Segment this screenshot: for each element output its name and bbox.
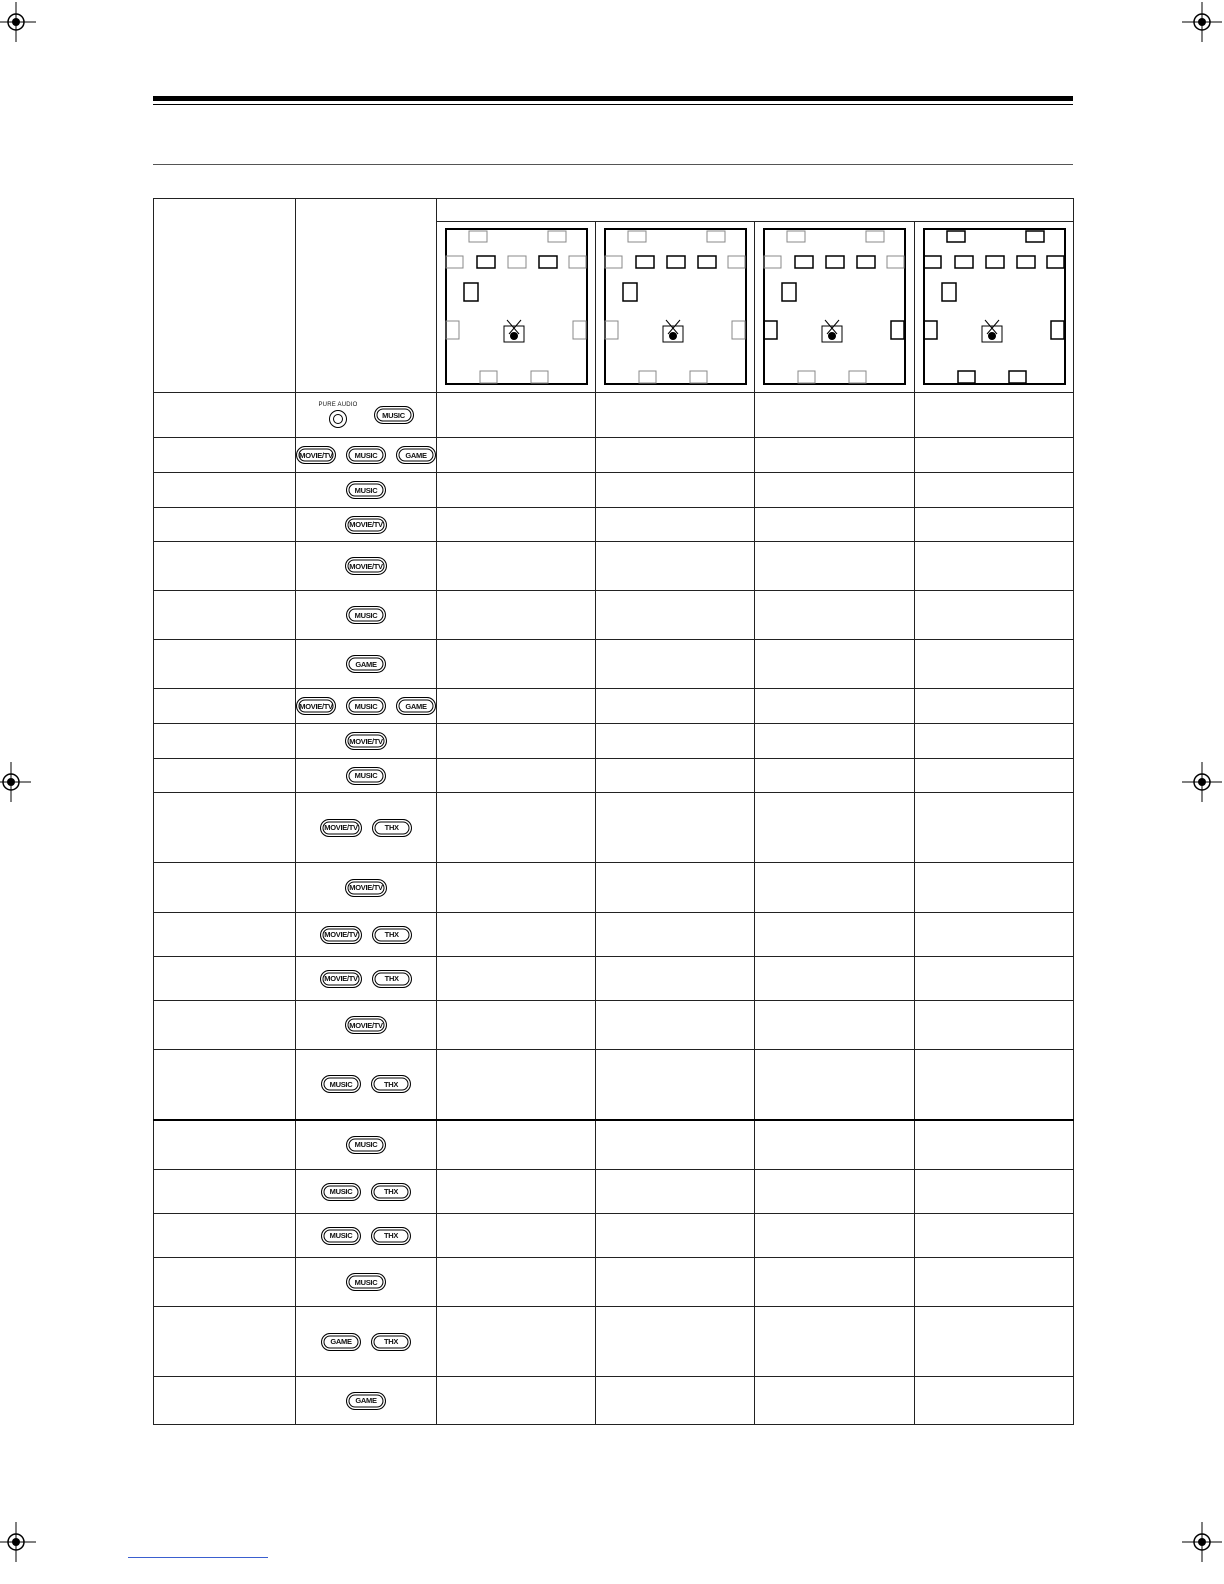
layout-value-cell	[437, 957, 596, 1001]
layout-value-cell	[596, 1120, 755, 1170]
section-rule	[153, 164, 1073, 165]
table-row	[154, 913, 1074, 957]
speaker-layout-diagram-3	[763, 228, 906, 386]
mode-name-cell	[154, 1120, 296, 1170]
layout-value-cell	[755, 724, 915, 759]
speaker-layout-cell	[915, 222, 1074, 393]
button-cell	[296, 1258, 437, 1307]
music-button[interactable]: MUSIC	[321, 1227, 361, 1245]
layout-value-cell	[915, 1001, 1074, 1050]
button-cell	[296, 438, 437, 473]
mode-name-cell	[154, 1050, 296, 1120]
layout-value-cell	[915, 759, 1074, 793]
layout-value-cell	[915, 591, 1074, 640]
table-row	[154, 759, 1074, 793]
layout-value-cell	[596, 1258, 755, 1307]
layout-value-cell	[437, 1050, 596, 1120]
button-cell	[296, 1214, 437, 1258]
button-cell	[296, 1001, 437, 1050]
registration-mark-icon	[0, 762, 31, 802]
pure-audio-button[interactable]	[318, 402, 357, 428]
registration-mark-icon	[1182, 762, 1222, 802]
button-group	[296, 446, 436, 464]
listening-mode-table	[153, 198, 1074, 1425]
pure-audio-label: PURE AUDIO	[318, 402, 358, 408]
button-cell	[296, 759, 437, 793]
layout-value-cell	[915, 1258, 1074, 1307]
thx-button[interactable]: THX	[372, 819, 412, 837]
layout-value-cell	[596, 759, 755, 793]
layout-value-cell	[915, 640, 1074, 689]
music-button[interactable]: MUSIC	[346, 767, 386, 785]
music-button[interactable]: MUSIC	[346, 481, 386, 499]
button-group	[296, 767, 436, 785]
button-cell	[296, 689, 437, 724]
layout-value-cell	[755, 759, 915, 793]
thx-button[interactable]: THX	[371, 1183, 411, 1201]
button-cell	[296, 591, 437, 640]
speaker-layout-diagram-4	[923, 228, 1066, 386]
speaker-layout-cell	[596, 222, 755, 393]
music-button[interactable]: MUSIC	[321, 1075, 361, 1093]
layout-value-cell	[755, 393, 915, 438]
layout-value-cell	[596, 393, 755, 438]
mode-name-cell	[154, 689, 296, 724]
button-cell	[296, 793, 437, 863]
movie-tv-button[interactable]: MOVIE/TV	[345, 1016, 386, 1034]
layout-value-cell	[596, 724, 755, 759]
layout-value-cell	[437, 759, 596, 793]
table-row	[154, 591, 1074, 640]
button-group	[296, 1016, 436, 1034]
layout-value-cell	[437, 913, 596, 957]
mode-name-cell	[154, 473, 296, 508]
button-group	[296, 926, 436, 944]
table-row	[154, 1214, 1074, 1258]
speaker-layout-diagram-2	[604, 228, 747, 386]
mode-name-cell	[154, 438, 296, 473]
footer-line	[128, 1557, 268, 1558]
layout-value-cell	[596, 1050, 755, 1120]
layout-value-cell	[437, 542, 596, 591]
layout-value-cell	[437, 393, 596, 438]
table-row	[154, 640, 1074, 689]
mode-name-cell	[154, 1001, 296, 1050]
registration-mark-icon	[0, 1522, 36, 1562]
layout-value-cell	[915, 473, 1074, 508]
mode-name-cell	[154, 913, 296, 957]
mode-name-cell	[154, 724, 296, 759]
layout-value-cell	[437, 473, 596, 508]
table-row	[154, 1050, 1074, 1120]
mode-name-cell	[154, 1170, 296, 1214]
registration-mark-icon	[1182, 2, 1222, 42]
button-group	[296, 481, 436, 499]
button-group	[296, 819, 436, 837]
button-cell	[296, 913, 437, 957]
mode-name-cell	[154, 1377, 296, 1425]
mode-name-cell	[154, 1258, 296, 1307]
thx-button[interactable]: THX	[371, 1075, 411, 1093]
button-group	[296, 1227, 436, 1245]
registration-mark-icon	[0, 2, 36, 42]
layout-value-cell	[596, 1307, 755, 1377]
layout-value-cell	[915, 724, 1074, 759]
button-group	[296, 402, 436, 428]
layout-value-cell	[437, 1214, 596, 1258]
registration-mark-icon	[1182, 1522, 1222, 1562]
game-button[interactable]: GAME	[396, 697, 436, 715]
table-row	[154, 1120, 1074, 1170]
thx-button[interactable]: THX	[371, 1333, 411, 1351]
layout-value-cell	[596, 913, 755, 957]
layout-value-cell	[437, 689, 596, 724]
button-cell	[296, 473, 437, 508]
layout-value-cell	[596, 1001, 755, 1050]
layout-value-cell	[755, 591, 915, 640]
layout-value-cell	[437, 1001, 596, 1050]
layout-value-cell	[915, 508, 1074, 542]
button-group	[296, 1333, 436, 1351]
speaker-layout-header-cell	[437, 199, 1074, 222]
layout-value-cell	[755, 793, 915, 863]
button-cell	[296, 957, 437, 1001]
button-cell	[296, 640, 437, 689]
mode-name-cell	[154, 393, 296, 438]
header-rule-thick	[153, 96, 1073, 101]
header-rule-thin	[153, 104, 1073, 105]
layout-value-cell	[596, 957, 755, 1001]
layout-value-cell	[755, 1307, 915, 1377]
layout-value-cell	[755, 1377, 915, 1425]
layout-value-cell	[437, 1120, 596, 1170]
movie-tv-button[interactable]: MOVIE/TV	[345, 732, 386, 750]
layout-value-cell	[755, 1170, 915, 1214]
button-group	[296, 516, 436, 534]
button-cell	[296, 542, 437, 591]
mode-header-cell	[154, 199, 296, 393]
pure-audio-knob-icon	[329, 410, 347, 428]
button-group	[296, 655, 436, 673]
layout-value-cell	[437, 508, 596, 542]
table-row	[154, 1170, 1074, 1214]
layout-value-cell	[437, 640, 596, 689]
layout-value-cell	[596, 438, 755, 473]
game-button[interactable]: GAME	[346, 655, 386, 673]
layout-value-cell	[755, 689, 915, 724]
layout-value-cell	[755, 640, 915, 689]
table-row	[154, 724, 1074, 759]
button-cell	[296, 508, 437, 542]
layout-value-cell	[596, 689, 755, 724]
layout-value-cell	[755, 508, 915, 542]
movie-tv-button[interactable]: MOVIE/TV	[320, 926, 361, 944]
table-row	[154, 957, 1074, 1001]
table-row	[154, 473, 1074, 508]
table-row	[154, 508, 1074, 542]
mode-name-cell	[154, 591, 296, 640]
layout-value-cell	[596, 542, 755, 591]
button-header-cell	[296, 199, 437, 393]
mode-name-cell	[154, 508, 296, 542]
thx-button[interactable]: THX	[371, 1227, 411, 1245]
layout-value-cell	[755, 1001, 915, 1050]
layout-value-cell	[596, 1377, 755, 1425]
music-button[interactable]: MUSIC	[346, 446, 386, 464]
table-row	[154, 863, 1074, 913]
layout-value-cell	[915, 1307, 1074, 1377]
layout-value-cell	[915, 957, 1074, 1001]
button-cell	[296, 863, 437, 913]
layout-value-cell	[437, 591, 596, 640]
music-button[interactable]: MUSIC	[346, 606, 386, 624]
movie-tv-button[interactable]: MOVIE/TV	[345, 879, 386, 897]
mode-name-cell	[154, 640, 296, 689]
movie-tv-button[interactable]: MOVIE/TV	[345, 557, 386, 575]
layout-value-cell	[915, 1377, 1074, 1425]
layout-value-cell	[755, 1258, 915, 1307]
layout-value-cell	[596, 1170, 755, 1214]
speaker-layout-cell	[755, 222, 915, 393]
button-group	[296, 1075, 436, 1093]
layout-value-cell	[596, 473, 755, 508]
layout-value-cell	[755, 542, 915, 591]
button-group	[296, 732, 436, 750]
game-button[interactable]: GAME	[321, 1333, 361, 1351]
mode-name-cell	[154, 863, 296, 913]
layout-value-cell	[755, 473, 915, 508]
table-row	[154, 542, 1074, 591]
speaker-layout-cell	[437, 222, 596, 393]
layout-value-cell	[915, 393, 1074, 438]
layout-value-cell	[755, 1050, 915, 1120]
button-group	[296, 1136, 436, 1154]
music-button[interactable]: MUSIC	[374, 406, 414, 424]
layout-value-cell	[596, 793, 755, 863]
music-button[interactable]: MUSIC	[346, 1136, 386, 1154]
layout-value-cell	[755, 957, 915, 1001]
movie-tv-button[interactable]: MOVIE/TV	[320, 819, 361, 837]
button-cell	[296, 1377, 437, 1425]
table-row	[154, 689, 1074, 724]
movie-tv-button[interactable]: MOVIE/TV	[296, 697, 336, 715]
music-button[interactable]: MUSIC	[321, 1183, 361, 1201]
layout-value-cell	[755, 913, 915, 957]
movie-tv-button[interactable]: MOVIE/TV	[320, 970, 361, 988]
table-row	[154, 1258, 1074, 1307]
layout-value-cell	[437, 1377, 596, 1425]
layout-value-cell	[596, 591, 755, 640]
layout-value-cell	[915, 1170, 1074, 1214]
button-group	[296, 970, 436, 988]
game-button[interactable]: GAME	[346, 1392, 386, 1410]
mode-name-cell	[154, 1214, 296, 1258]
table-row	[154, 1377, 1074, 1425]
table-row	[154, 1307, 1074, 1377]
button-group	[296, 1183, 436, 1201]
button-group	[296, 697, 436, 715]
table-row	[154, 1001, 1074, 1050]
button-cell	[296, 1170, 437, 1214]
button-cell	[296, 1307, 437, 1377]
table-row	[154, 393, 1074, 438]
layout-value-cell	[755, 438, 915, 473]
layout-value-cell	[915, 793, 1074, 863]
layout-value-cell	[915, 863, 1074, 913]
movie-tv-button[interactable]: MOVIE/TV	[345, 516, 386, 534]
layout-value-cell	[596, 508, 755, 542]
speaker-layout-diagram-1	[445, 228, 588, 386]
mode-name-cell	[154, 793, 296, 863]
mode-name-cell	[154, 957, 296, 1001]
music-button[interactable]: MUSIC	[346, 697, 386, 715]
game-button[interactable]: GAME	[396, 446, 436, 464]
layout-value-cell	[596, 640, 755, 689]
layout-value-cell	[596, 1214, 755, 1258]
music-button[interactable]: MUSIC	[346, 1273, 386, 1291]
layout-value-cell	[437, 863, 596, 913]
button-group	[296, 606, 436, 624]
layout-value-cell	[915, 689, 1074, 724]
button-cell	[296, 1120, 437, 1170]
button-cell	[296, 724, 437, 759]
button-cell	[296, 393, 437, 438]
layout-value-cell	[915, 1120, 1074, 1170]
table-row	[154, 793, 1074, 863]
mode-name-cell	[154, 1307, 296, 1377]
layout-value-cell	[915, 542, 1074, 591]
layout-value-cell	[915, 913, 1074, 957]
layout-value-cell	[437, 438, 596, 473]
button-group	[296, 1392, 436, 1410]
thx-button[interactable]: THX	[372, 970, 412, 988]
mode-name-cell	[154, 759, 296, 793]
button-group	[296, 879, 436, 897]
layout-value-cell	[915, 1214, 1074, 1258]
button-group	[296, 557, 436, 575]
layout-value-cell	[755, 863, 915, 913]
mode-name-cell	[154, 542, 296, 591]
layout-value-cell	[596, 863, 755, 913]
layout-value-cell	[437, 724, 596, 759]
layout-value-cell	[437, 793, 596, 863]
button-group	[296, 1273, 436, 1291]
movie-tv-button[interactable]: MOVIE/TV	[296, 446, 336, 464]
mode-rows	[154, 393, 1074, 1425]
layout-value-cell	[915, 1050, 1074, 1120]
button-cell	[296, 1050, 437, 1120]
table-row	[154, 438, 1074, 473]
layout-value-cell	[755, 1214, 915, 1258]
layout-value-cell	[437, 1307, 596, 1377]
layout-value-cell	[437, 1258, 596, 1307]
thx-button[interactable]: THX	[372, 926, 412, 944]
layout-value-cell	[755, 1120, 915, 1170]
layout-value-cell	[437, 1170, 596, 1214]
layout-value-cell	[915, 438, 1074, 473]
